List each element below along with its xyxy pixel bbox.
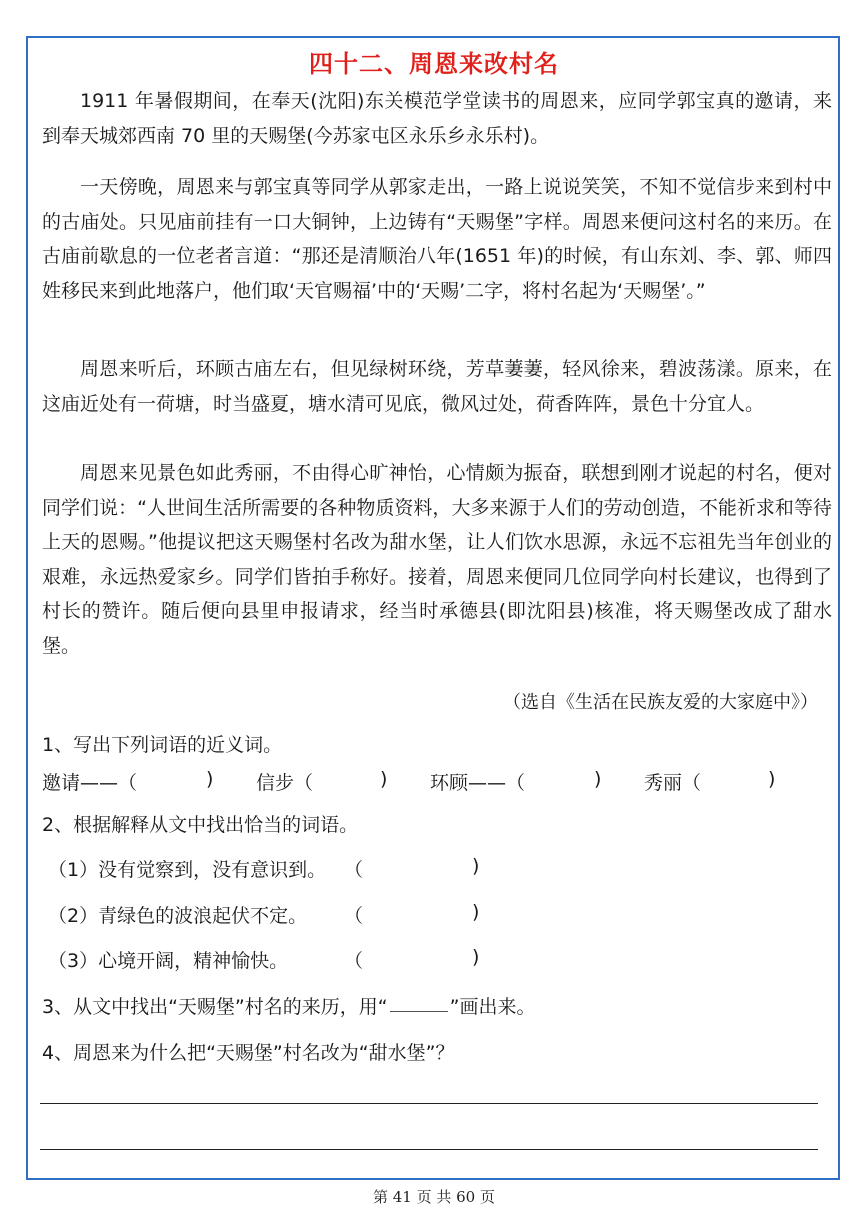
synonym-item-2: 信步（ <box>256 772 314 794</box>
paragraph-2: 一天傍晚，周恩来与郭宝真等同学从郭家走出，一路上说说笑笑，不知不觉信步来到村中的古庙处。只见庙前挂有一口大铜钟，上边铸有“天赐堡”字样。周恩来便问这村名的来历。在古庙前歇息的一位老者言道：“那还是清顺治八年(1651 年)的时候，有山东刘、李、郭、师四姓移民来到此地落户，他们取‘天官赐福’中的‘天赐’二字，将村名起为‘天赐堡’。” <box>42 176 832 302</box>
synonym-close-3: ) <box>594 768 602 790</box>
page-title: 四十二、周恩来改村名 <box>309 50 559 78</box>
synonym-close-1: ) <box>206 768 214 790</box>
source-citation: （选自《生活在民族友爱的大家庭中》） <box>503 692 818 713</box>
underline-sample <box>390 1003 448 1012</box>
question-4-label: 4、周恩来为什么把“天赐堡”村名改为“甜水堡”？ <box>42 1042 455 1064</box>
question-2-item-3: （3）心境开阔，精神愉快。 <box>48 950 289 972</box>
question-2-label: 2、根据解释从文中找出恰当的词语。 <box>42 814 359 836</box>
paragraph-4: 周恩来见景色如此秀丽，不由得心旷神怡，心情颇为振奋，联想到刚才说起的村名，便对同学们说：“人世间生活所需要的各种物质资料，大多来源于人们的劳动创造，不能祈求和等待上天的恩赐。”他提议把这天赐堡村名改为甜水堡，让人们饮水思源，永远不忘祖先当年创业的艰难，永远热爱家乡。同学们皆拍手称好。接着，周恩来便同几位同学向村长建议，也得到了村长的赞许。随后便向县里申报请求，经当时承德县(即沈阳县)核准，将天赐堡改成了甜水堡。 <box>42 462 832 657</box>
synonym-item-3: 环顾——（ <box>430 772 526 794</box>
synonym-item-1: 邀请——（ <box>42 772 138 794</box>
question-1-label: 1、写出下列词语的近义词。 <box>42 734 283 756</box>
paragraph-1: 1911 年暑假期间，在奉天(沈阳)东关模范学堂读书的周恩来，应同学郭宝真的邀请，来到奉天城郊西南 70 里的天赐堡(今苏家屯区永乐乡永乐村)。 <box>42 90 832 147</box>
question-3 <box>42 992 535 1019</box>
q2-item-3-close: ) <box>472 946 480 968</box>
paragraph-3: 周恩来听后，环顾古庙左右，但见绿树环绕，芳草萋萋，轻风徐来，碧波荡漾。原来，在这庙近处有一荷塘，时当盛夏，塘水清可见底，微风过处，荷香阵阵，景色十分宜人。 <box>42 358 832 415</box>
synonym-close-4: ) <box>768 768 776 790</box>
question-2-item-2: （2）青绿色的波浪起伏不定。 <box>48 905 308 927</box>
answer-line-1[interactable] <box>40 1103 818 1104</box>
q2-item-1-open: （ <box>344 859 364 881</box>
q2-item-3-open: （ <box>344 950 364 972</box>
synonym-close-2: ) <box>380 768 388 790</box>
question-3-after: ”画出来。 <box>449 996 536 1018</box>
q2-item-2-open: （ <box>344 905 364 927</box>
synonym-item-4: 秀丽（ <box>644 772 702 794</box>
question-3-before: 3、从文中找出“天赐堡”村名的来历，用“ <box>42 996 388 1018</box>
question-2-item-1: （1）没有觉察到，没有意识到。 <box>48 859 327 881</box>
q2-item-2-close: ) <box>472 901 480 923</box>
page-footer: 第 41 页 共 60 页 <box>372 1188 495 1206</box>
q2-item-1-close: ) <box>472 855 480 877</box>
answer-line-2[interactable] <box>40 1149 818 1150</box>
